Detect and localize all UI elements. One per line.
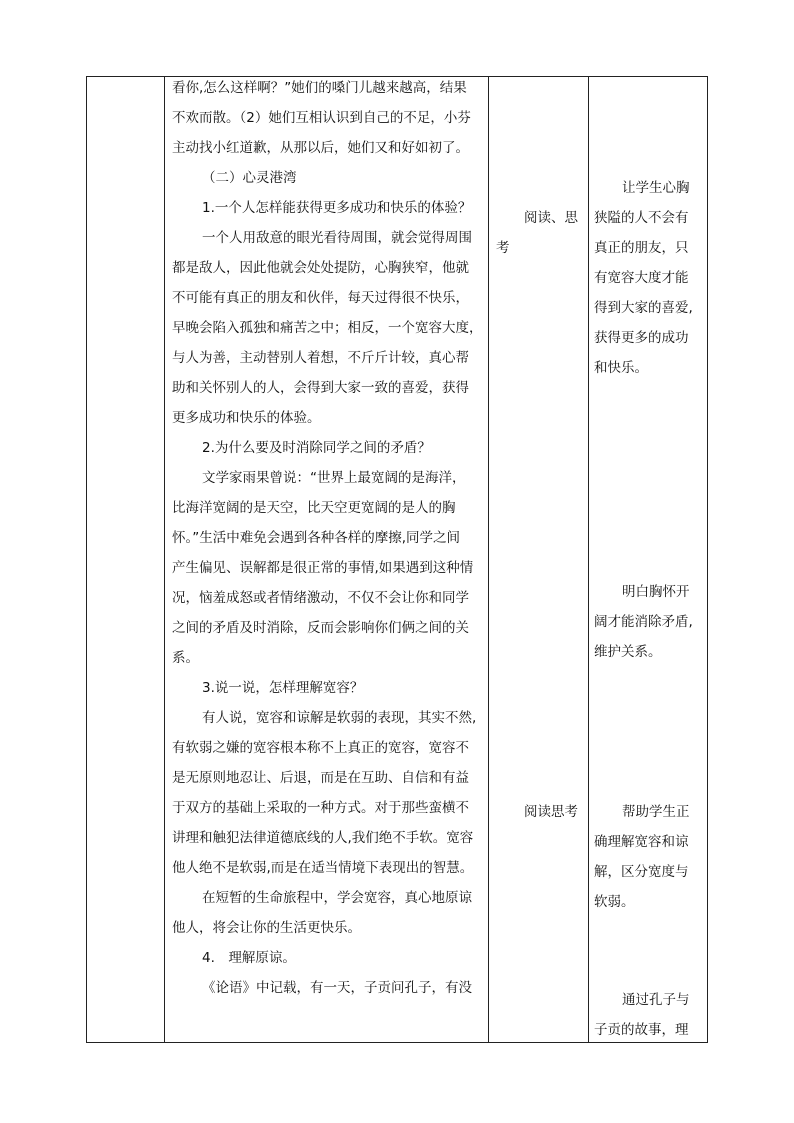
table-border-left xyxy=(86,76,87,1043)
content-line: 产生偏见、误解都是很正常的事情,如果遇到这种情 xyxy=(172,560,474,576)
content-line: 讲理和触犯法律道德底线的人,我们绝不手软。宽容 xyxy=(172,830,474,846)
content-line: 不欢而散。（2）她们互相认识到自己的不足，小芬 xyxy=(172,110,471,126)
content-line: （二）心灵港湾 xyxy=(202,170,297,186)
content-line: 系。 xyxy=(172,650,199,666)
purpose-line: 真正的朋友，只 xyxy=(594,240,689,256)
content-line: 更多成功和快乐的体验。 xyxy=(172,410,321,426)
activity-text: 阅读、思 xyxy=(524,210,578,226)
content-line: 不可能有真正的朋友和伙伴，每天过得很不快乐， xyxy=(172,290,469,306)
purpose-cell-1 xyxy=(594,173,702,383)
purpose-line: 帮助学生正 xyxy=(622,804,690,820)
content-line: 2.为什么要及时消除同学之间的矛盾？ xyxy=(202,440,431,456)
content-line: 于双方的基础上采取的一种方式。对于那些蛮横不 xyxy=(172,800,469,816)
purpose-line: 维护关系。 xyxy=(594,644,662,660)
content-line: 3.说一说，怎样理解宽容？ xyxy=(202,680,364,696)
content-line: 主动找小红道歉，从那以后，她们又和好如初了。 xyxy=(172,140,469,156)
content-line: 4. 理解原谅。 xyxy=(202,950,296,966)
content-column xyxy=(172,73,484,1003)
content-line: 助和关怀别人的人，会得到大家一致的喜爱，获得 xyxy=(172,380,469,396)
content-line: 早晚会陷入孤独和痛苦之中；相反，一个宽容大度， xyxy=(172,320,483,336)
purpose-line: 狭隘的人不会有 xyxy=(594,210,689,226)
purpose-cell-4 xyxy=(594,985,702,1045)
content-line: 在短暂的生命旅程中，学会宽容，真心地原谅 xyxy=(202,890,472,906)
purpose-line: 和快乐。 xyxy=(594,360,648,376)
content-line: 与人为善，主动替别人着想，不斤斤计较，真心帮 xyxy=(172,350,469,366)
content-line: 他人，将会让你的生活更快乐。 xyxy=(172,920,361,936)
content-line: 《论语》中记载，有一天，子贡问孔子，有没 xyxy=(202,980,472,996)
content-line: 有软弱之嫌的宽容根本称不上真正的宽容，宽容不 xyxy=(172,740,469,756)
purpose-line: 确理解宽容和谅 xyxy=(594,834,689,850)
table-divider-1 xyxy=(164,76,165,1043)
purpose-line: 有宽容大度才能 xyxy=(594,270,689,286)
activity-text: 考 xyxy=(496,240,510,256)
purpose-line: 通过孔子与 xyxy=(622,992,690,1008)
purpose-cell-2 xyxy=(594,577,702,667)
content-line: 况，恼羞成怒或者情绪激动，不仅不会让你和同学 xyxy=(172,590,469,606)
content-line: 之间的矛盾及时消除，反而会影响你们俩之间的关 xyxy=(172,620,469,636)
purpose-line: 软弱。 xyxy=(594,894,635,910)
purpose-line: 阔才能消除矛盾, xyxy=(594,614,693,630)
activity-cell-1 xyxy=(490,203,586,263)
table-divider-2 xyxy=(488,76,489,1043)
purpose-line: 获得更多的成功 xyxy=(594,330,689,346)
purpose-line: 明白胸怀开 xyxy=(622,584,690,600)
table-divider-3 xyxy=(588,76,589,1043)
purpose-line: 让学生心胸 xyxy=(622,180,690,196)
content-line: 有人说，宽容和谅解是软弱的表现，其实不然, xyxy=(202,710,477,726)
content-line: 是无原则地忍让、后退，而是在互助、自信和有益 xyxy=(172,770,469,786)
activity-cell-2 xyxy=(490,797,586,827)
content-line: 1.一个人怎样能获得更多成功和快乐的体验？ xyxy=(202,200,472,216)
content-line: 看你,怎么这样啊？”她们的嗓门儿越来越高，结果 xyxy=(172,80,467,96)
content-line: 比海洋宽阔的是天空，比天空更宽阔的是人的胸 xyxy=(172,500,456,516)
purpose-line: 得到大家的喜爱, xyxy=(594,300,693,316)
activity-text: 阅读思考 xyxy=(524,804,578,820)
purpose-line: 子贡的故事，理 xyxy=(594,1022,689,1038)
content-line: 文学家雨果曾说：“世界上最宽阔的是海洋， xyxy=(202,470,466,486)
content-line: 一个人用敌意的眼光看待周围，就会觉得周围 xyxy=(202,230,472,246)
table-border-right xyxy=(707,76,708,1043)
content-line: 怀。”生活中难免会遇到各种各样的摩擦,同学之间 xyxy=(172,530,461,546)
content-line: 他人绝不是软弱,而是在适当情境下表现出的智慧。 xyxy=(172,860,474,876)
purpose-cell-3 xyxy=(594,797,702,917)
content-line: 都是敌人，因此他就会处处提防，心胸狭窄，他就 xyxy=(172,260,469,276)
purpose-line: 解，区分宽度与 xyxy=(594,864,689,880)
